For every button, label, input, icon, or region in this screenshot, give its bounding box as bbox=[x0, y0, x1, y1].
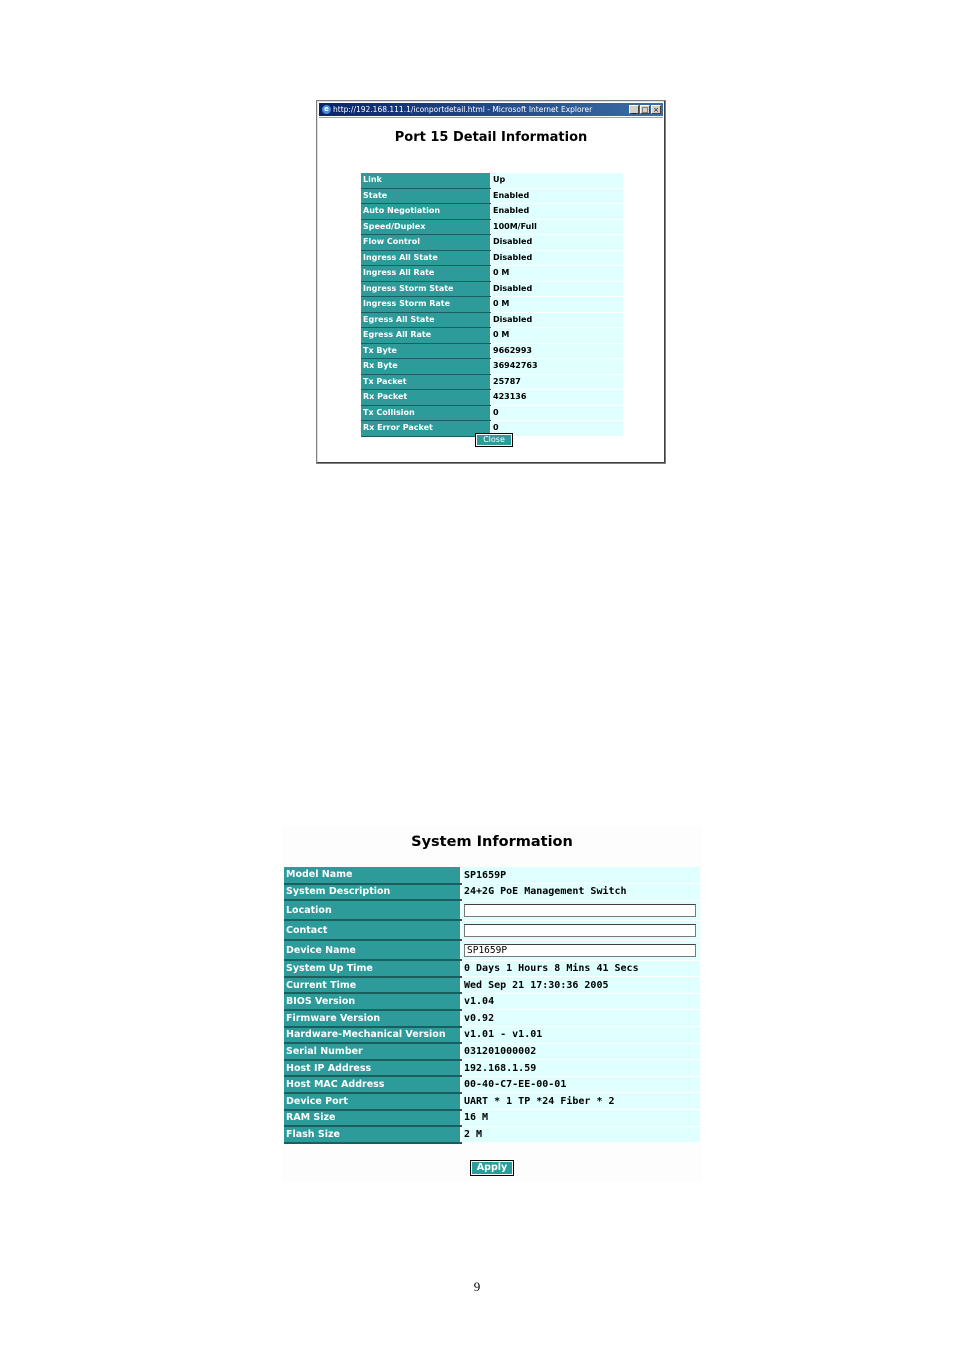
system-information-panel bbox=[282, 826, 702, 1182]
row-label: BIOS Version bbox=[284, 993, 461, 1010]
table-row bbox=[361, 188, 623, 204]
row-value: Wed Sep 21 17:30:36 2005 bbox=[461, 977, 700, 994]
table-row bbox=[284, 1060, 700, 1077]
row-value: 16 M bbox=[461, 1110, 700, 1127]
table-row bbox=[284, 920, 700, 940]
table-row bbox=[284, 1010, 700, 1027]
location-input[interactable] bbox=[464, 904, 696, 917]
contact-input[interactable] bbox=[464, 924, 696, 937]
port-detail-window bbox=[316, 100, 666, 464]
row-label: Tx Collision bbox=[361, 405, 491, 421]
row-label: Current Time bbox=[284, 977, 461, 994]
window-titlebar bbox=[319, 103, 663, 116]
table-row bbox=[284, 960, 700, 977]
row-value-cell bbox=[461, 900, 700, 920]
table-row bbox=[284, 1126, 700, 1143]
row-value-cell bbox=[461, 940, 700, 960]
row-value: 24+2G PoE Management Switch bbox=[461, 884, 700, 901]
row-label: Tx Byte bbox=[361, 343, 491, 359]
row-label: Hardware-Mechanical Version bbox=[284, 1027, 461, 1044]
table-row bbox=[361, 312, 623, 328]
table-row bbox=[284, 900, 700, 920]
window-controls bbox=[629, 105, 661, 114]
row-value: 00-40-C7-EE-00-01 bbox=[461, 1076, 700, 1093]
row-value: 0 M bbox=[491, 328, 624, 344]
row-label: Rx Byte bbox=[361, 359, 491, 375]
table-row bbox=[361, 266, 623, 282]
row-value: Enabled bbox=[491, 188, 624, 204]
row-label: Ingress All Rate bbox=[361, 266, 491, 282]
table-row bbox=[284, 1110, 700, 1127]
row-value: 0 Days 1 Hours 8 Mins 41 Secs bbox=[461, 960, 700, 977]
row-label: Model Name bbox=[284, 867, 461, 884]
table-row bbox=[361, 297, 623, 313]
table-row bbox=[284, 1076, 700, 1093]
row-value: 0 bbox=[491, 421, 624, 437]
row-label: Host IP Address bbox=[284, 1060, 461, 1077]
row-value: v1.04 bbox=[461, 993, 700, 1010]
row-value: Disabled bbox=[491, 235, 624, 251]
row-value-cell bbox=[461, 920, 700, 940]
row-label: Device Name bbox=[284, 940, 461, 960]
row-label: Link bbox=[361, 173, 491, 188]
row-value: Disabled bbox=[491, 250, 624, 266]
row-value: Disabled bbox=[491, 312, 624, 328]
row-label: Rx Error Packet bbox=[361, 421, 491, 437]
row-label: Ingress Storm State bbox=[361, 281, 491, 297]
row-value: Enabled bbox=[491, 204, 624, 220]
table-row bbox=[361, 343, 623, 359]
row-label: Ingress All State bbox=[361, 250, 491, 266]
system-information-heading: System Information bbox=[411, 834, 573, 850]
table-row bbox=[284, 1027, 700, 1044]
row-label: Firmware Version bbox=[284, 1010, 461, 1027]
minimize-icon[interactable]: _ bbox=[629, 105, 639, 114]
row-value: v1.01 - v1.01 bbox=[461, 1027, 700, 1044]
row-label: RAM Size bbox=[284, 1110, 461, 1127]
row-value: 100M/Full bbox=[491, 219, 624, 235]
row-value: 25787 bbox=[491, 374, 624, 390]
row-value: UART * 1 TP *24 Fiber * 2 bbox=[461, 1093, 700, 1110]
table-row bbox=[284, 1093, 700, 1110]
table-row bbox=[361, 173, 623, 188]
table-row bbox=[361, 204, 623, 220]
row-label: Serial Number bbox=[284, 1043, 461, 1060]
row-label: System Description bbox=[284, 884, 461, 901]
device-name-input[interactable] bbox=[464, 944, 696, 957]
row-value: Up bbox=[491, 173, 624, 188]
row-label: State bbox=[361, 188, 491, 204]
table-row bbox=[284, 867, 700, 884]
table-row bbox=[361, 235, 623, 251]
row-label: Flash Size bbox=[284, 1126, 461, 1143]
table-row bbox=[361, 359, 623, 375]
row-value: 2 M bbox=[461, 1126, 700, 1143]
row-label: Ingress Storm Rate bbox=[361, 297, 491, 313]
row-label: Egress All State bbox=[361, 312, 491, 328]
window-title: http://192.168.111.1/iconportdetail.html - Microsoft Internet Explorer bbox=[333, 105, 593, 114]
row-value: 192.168.1.59 bbox=[461, 1060, 700, 1077]
table-row bbox=[284, 884, 700, 901]
table-row bbox=[361, 390, 623, 406]
table-row bbox=[361, 281, 623, 297]
row-value: 031201000002 bbox=[461, 1043, 700, 1060]
table-row bbox=[361, 219, 623, 235]
row-label: Flow Control bbox=[361, 235, 491, 251]
row-label: Host MAC Address bbox=[284, 1076, 461, 1093]
table-row bbox=[361, 374, 623, 390]
port-detail-heading: Port 15 Detail Information bbox=[394, 130, 588, 145]
page-number: 9 bbox=[473, 1279, 481, 1294]
table-row bbox=[361, 250, 623, 266]
row-label: Contact bbox=[284, 920, 461, 940]
row-label: System Up Time bbox=[284, 960, 461, 977]
maximize-icon[interactable]: □ bbox=[641, 106, 649, 114]
table-row bbox=[284, 940, 700, 960]
row-label: Egress All Rate bbox=[361, 328, 491, 344]
row-value: 423136 bbox=[491, 390, 624, 406]
internet-explorer-icon: e bbox=[322, 105, 331, 114]
table-row bbox=[361, 328, 623, 344]
table-row bbox=[284, 977, 700, 994]
system-information-table bbox=[284, 867, 700, 1144]
row-label: Tx Packet bbox=[361, 374, 491, 390]
row-value: 0 bbox=[491, 405, 624, 421]
table-row bbox=[284, 1043, 700, 1060]
table-row bbox=[361, 405, 623, 421]
close-icon[interactable]: × bbox=[651, 105, 661, 114]
row-value: 0 M bbox=[491, 297, 624, 313]
row-label: Location bbox=[284, 900, 461, 920]
row-label: Rx Packet bbox=[361, 390, 491, 406]
window-content bbox=[319, 117, 663, 461]
row-value: Disabled bbox=[491, 281, 624, 297]
row-value: 36942763 bbox=[491, 359, 624, 375]
row-value: v0.92 bbox=[461, 1010, 700, 1027]
row-value: 0 M bbox=[491, 266, 624, 282]
row-label: Device Port bbox=[284, 1093, 461, 1110]
close-button[interactable]: Close bbox=[475, 433, 513, 447]
apply-button[interactable]: Apply bbox=[470, 1160, 514, 1176]
row-value: SP1659P bbox=[461, 867, 700, 884]
row-label: Speed/Duplex bbox=[361, 219, 491, 235]
row-value: 9662993 bbox=[491, 343, 624, 359]
row-label: Auto Negotiation bbox=[361, 204, 491, 220]
port-detail-table bbox=[361, 173, 623, 437]
table-row bbox=[284, 993, 700, 1010]
